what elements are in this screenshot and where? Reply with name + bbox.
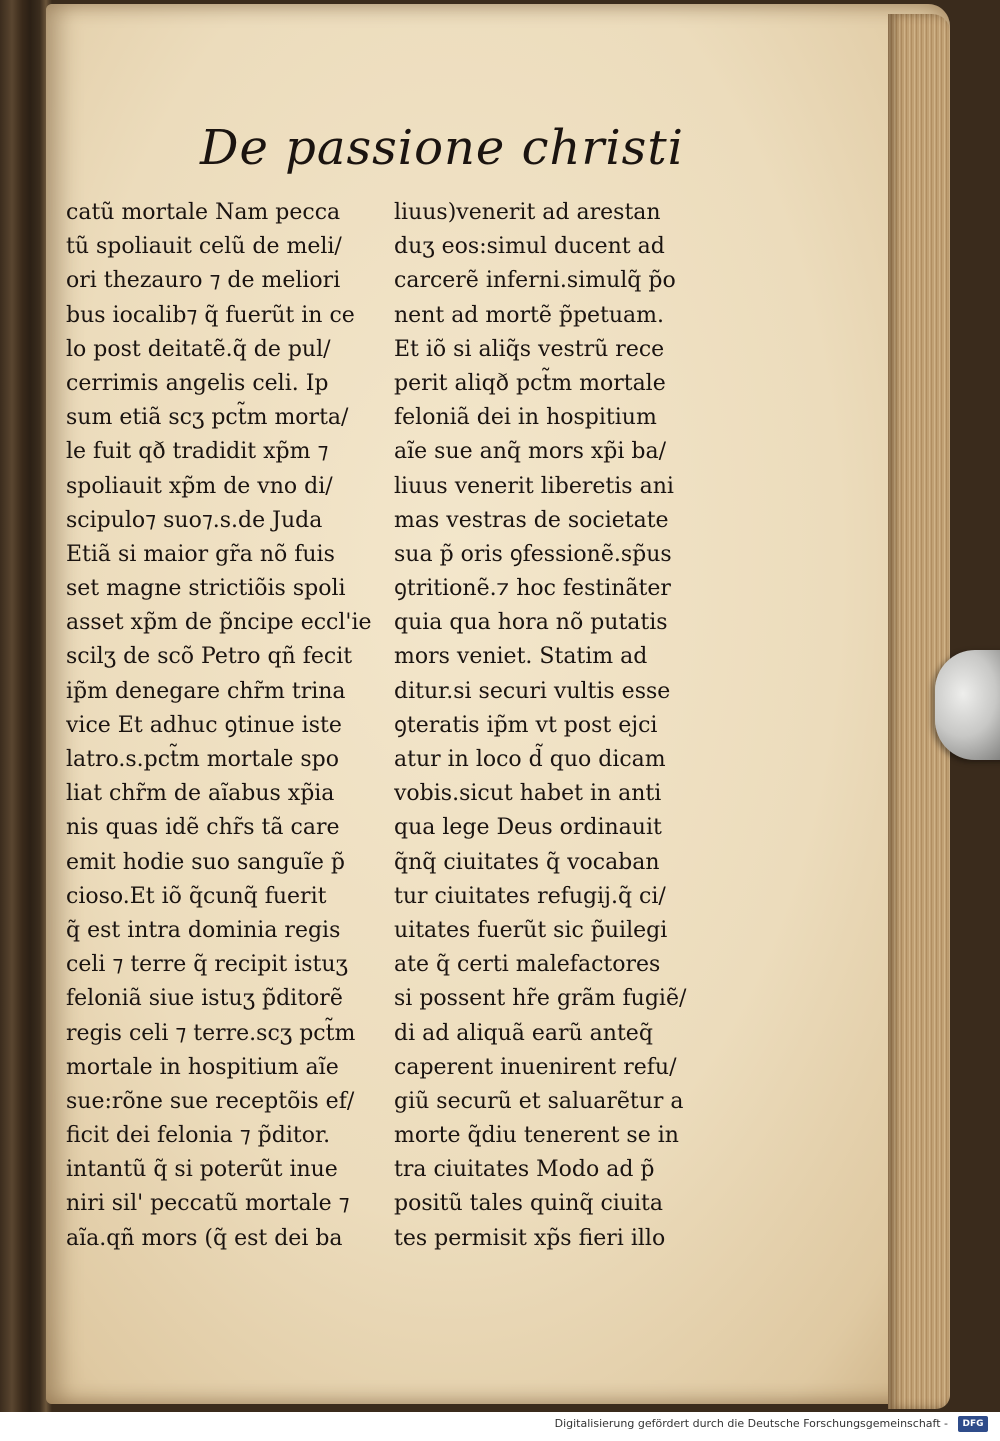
text-line: liuus venerit liberetis ani (394, 473, 674, 499)
text-line: quia qua hora nõ putatis (394, 610, 668, 636)
text-line: tra ciuitates Modo ad p̃ (394, 1157, 655, 1183)
text-line: caperent inuenirent refu/ (394, 1054, 677, 1080)
text-line: feloniã dei in hospitium (394, 405, 657, 431)
text-line: aĩe sue anq̃ mors xp̃i ba/ (394, 439, 667, 465)
text-line: di ad aliquã earũ anteq̃ (394, 1020, 653, 1046)
text-line: morte q̃diu tenerent se in (394, 1123, 679, 1149)
text-line: set magne strictiõis spoli (66, 576, 346, 602)
text-line: ip̃m denegare chr̃m trina (66, 678, 346, 704)
text-line: mortale in hospitium aĩe (66, 1054, 339, 1080)
running-title: De passione christi (200, 120, 684, 176)
dfg-logo[interactable]: DFG (958, 1416, 988, 1432)
text-line: uitates fuerũt sic p̃uilegi (394, 917, 668, 943)
text-line: spoliauit xp̃m de vno di/ (66, 473, 333, 499)
text-line: giũ securũ et saluarẽtur a (394, 1088, 684, 1114)
text-line: Etiã si maior gr̃a nõ fuis (66, 541, 335, 567)
text-line: nent ad mortẽ p̃petuam. (394, 302, 665, 328)
text-line: ate q̃ certi malefactores (394, 952, 661, 978)
text-line: vice Et adhuc ꝯtinue iste (66, 712, 342, 738)
text-line: aĩa.qñ mors (q̃ est dei ba (66, 1225, 343, 1251)
text-line: celi ⁊ terre q̃ recipit istuʒ (66, 952, 348, 978)
text-line: mors veniet. Statim ad (394, 644, 648, 670)
text-line: ditur.si securi vultis esse (394, 678, 671, 704)
text-line: duʒ eos:simul ducent ad (394, 234, 665, 260)
text-line: cioso.Et iõ q̃cunq̃ fuerit (66, 883, 327, 909)
text-line: sum etiã scʒ pct̃m morta/ (66, 405, 349, 431)
text-line: scipulo⁊ suo⁊.s.de Juda (66, 507, 323, 533)
text-line: le fuit qð tradidit xp̃m ⁊ (66, 439, 329, 465)
text-line: q̃ est intra dominia regis (66, 917, 341, 943)
text-line: perit aliqð pct̃m mortale (394, 370, 666, 396)
text-line: positũ tales quinq̃ ciuita (394, 1191, 664, 1217)
text-line: ꝯteratis ip̃m vt post ejci (394, 712, 658, 738)
text-line: si possent hr̃e grãm fugiẽ/ (394, 986, 687, 1012)
text-line: bus iocalib⁊ q̃ fuerũt in ce (66, 302, 355, 328)
text-line: carcerẽ inferni.simulq̃ p̃o (394, 268, 676, 294)
text-line: scilʒ de scõ Petro qñ fecit (66, 644, 353, 670)
text-line: cerrimis angelis celi. Ip (66, 370, 329, 396)
footer-credit: Digitalisierung gefördert durch die Deutsche Forschungsgemeinschaft - (554, 1417, 948, 1430)
text-line: Et iõ si aliq̃s vestrũ rece (394, 336, 665, 362)
metal-clasp (935, 650, 1000, 760)
text-line: tur ciuitates refugij.q̃ ci/ (394, 883, 666, 909)
text-line: asset xp̃m de p̃ncipe eccl'ie (66, 610, 372, 636)
text-line: tes permisit xp̃s fieri illo (394, 1225, 666, 1251)
text-line: tũ spoliauit celũ de meli/ (66, 234, 342, 260)
text-line: liat chr̃m de aĩabus xp̃ia (66, 781, 335, 807)
text-line: feloniã siue istuʒ p̃ditorẽ (66, 986, 343, 1012)
text-line: mas vestras de societate (394, 507, 669, 533)
text-line: catũ mortale Nam pecca (66, 200, 341, 225)
text-line: q̃nq̃ ciuitates q̃ vocaban (394, 849, 660, 875)
text-line: sue:rõne sue receptõis ef/ (66, 1088, 355, 1114)
right-text-column (394, 196, 720, 1256)
text-line: ori thezauro ⁊ de meliori (66, 268, 341, 294)
text-line: ficit dei felonia ⁊ p̃ditor. (66, 1123, 331, 1149)
text-line: sua p̃ oris ꝯfessionẽ.sp̃us (394, 541, 672, 567)
text-line: nis quas idẽ chr̃s tã care (66, 815, 340, 841)
text-line: ꝯtritionẽ.⁊ hoc festinãter (394, 576, 671, 602)
text-line: latro.s.pct̃m mortale spo (66, 747, 339, 772)
text-line: vobis.sicut habet in anti (394, 781, 662, 807)
left-text-column (66, 196, 396, 1256)
text-line: liuus)venerit ad arestan (394, 200, 661, 225)
text-line: emit hodie suo sanguĩe p̃ (66, 849, 345, 875)
text-line: niri sil' peccatũ mortale ⁊ (66, 1191, 350, 1217)
text-line: lo post deitatẽ.q̃ de pul/ (66, 336, 331, 362)
text-line: qua lege Deus ordinauit (394, 815, 662, 841)
text-line: intantũ q̃ si poterũt inue (66, 1157, 338, 1183)
text-line: regis celi ⁊ terre.scʒ pct̃m (66, 1020, 356, 1046)
text-line: atur in loco d̃ quo dicam (394, 747, 666, 772)
